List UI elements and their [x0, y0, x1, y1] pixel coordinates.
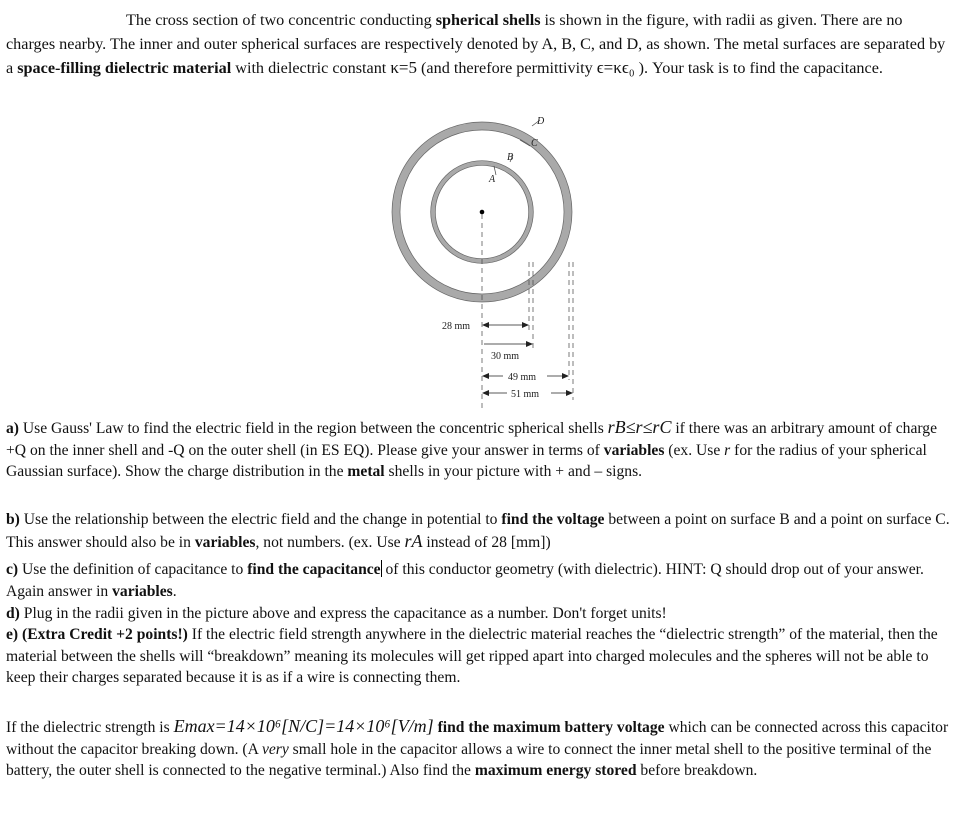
label-c: C	[531, 138, 538, 149]
part-e-extra-credit: (Extra Credit +2 points!)	[18, 626, 188, 643]
part-c-text-1: Use the definition of capacitance to	[18, 561, 248, 578]
label-b: B	[507, 152, 514, 163]
dim-label-rd: 51 mm	[511, 389, 540, 400]
dim-label-ra: 28 mm	[442, 321, 471, 332]
part-c-text-2: of this conductor geometry (with dielectric). HINT: Q should drop out of your answer. Again answer in	[6, 561, 924, 600]
dim-arrowhead-rd	[566, 390, 573, 396]
part-e	[6, 624, 950, 689]
part-b-lead: b)	[6, 511, 20, 528]
intro-text-2: is shown in the figure, with radii as given. There are no charges nearby. The inner and outer spherical surfaces are respectively denoted by A, B, C, and D, as shown. The metal surfaces are separated by a	[6, 11, 946, 77]
part-f-bold-max-voltage: find the maximum battery voltage	[433, 719, 665, 736]
dim-arrowhead-rc	[562, 373, 569, 379]
part-c-bold-variables: variables	[112, 582, 173, 600]
kappa-expression: κ=5	[390, 58, 417, 77]
emax-expression: Emax=14×10⁶[N/C]=14×10⁶[V/m]	[173, 716, 434, 736]
part-a-text-5: shells in your picture with + and – signs.	[384, 463, 643, 480]
label-d: D	[537, 116, 545, 127]
part-f-text-1: If the dielectric strength is	[6, 719, 174, 736]
part-c	[6, 559, 950, 602]
part-a	[6, 417, 950, 483]
intro-text-5: ). Your task is to find the capacitance.	[634, 59, 883, 77]
part-b-text-1: Use the relationship between the electric field and the change in potential to	[19, 511, 502, 528]
part-b-text-4: instead of 28 [mm])	[422, 533, 551, 551]
part-b-bold-find-voltage: find the voltage	[501, 511, 605, 528]
part-f-italic-very: very	[261, 740, 289, 758]
part-a-text-2: if there was an arbitrary amount of charge +Q on the inner shell and -Q on the outer shell (in ES EQ). Please give your answer in terms of	[6, 420, 938, 459]
part-a-text-1: Use Gauss' Law to find the electric field in the region between the concentric spherical shells	[19, 420, 608, 437]
part-b-text-3: , not numbers. (ex. Use	[255, 533, 405, 551]
part-c-text-3: .	[172, 582, 177, 600]
part-a-r-symbol: r	[724, 441, 731, 459]
dim-arrowtail-ra	[482, 322, 489, 328]
part-f-text-3: small hole in the capacitor allows a wire to connect the inner metal shell to the positive terminal of the battery, the outer shell is connected to the negative terminal.) Also find the	[6, 740, 932, 779]
intro-bold-spherical-shells: spherical shells	[435, 11, 541, 29]
intro-bold-dielectric: space-filling dielectric material	[17, 59, 232, 77]
part-e-continued	[6, 716, 950, 782]
part-e-text-1: If the electric field strength anywhere in the dielectric material reaches the “dielectric strength” of the material, then the material between the shells will “breakdown” meaning its molecules will get ripped apart into charged molecules and the spheres will not be able to keep their charges separated because it is as if a wire is connecting them.	[6, 626, 938, 686]
part-d-lead: d)	[6, 605, 20, 622]
part-b-text-2: between a point on surface B and a point on surface C. This answer should also be in	[6, 511, 950, 551]
dim-arrowtail-rd	[482, 390, 489, 396]
center-point	[480, 210, 485, 215]
part-a-lead: a)	[6, 420, 19, 437]
part-f-bold-max-energy: maximum energy stored	[474, 762, 637, 779]
part-f-text-4: before breakdown.	[636, 762, 758, 779]
dim-arrowhead-ra	[522, 322, 529, 328]
part-f-text-2: which can be connected across this capacitor without the capacitor breaking down. (A	[6, 719, 949, 758]
dim-label-rc: 49 mm	[508, 372, 537, 383]
part-e-lead: e)	[6, 626, 19, 643]
part-d	[6, 603, 950, 625]
part-a-bold-variables: variables	[603, 441, 665, 459]
part-b	[6, 509, 950, 553]
permittivity-expression: ϵ=κϵ₀	[596, 58, 635, 77]
intro-text-3: with dielectric constant	[231, 59, 391, 77]
label-a: A	[489, 174, 496, 185]
part-c-lead: c)	[6, 561, 19, 578]
part-a-text-4: for the radius of your spherical Gaussian surface). Show the charge distribution in the	[6, 441, 927, 480]
part-a-bold-metal: metal	[347, 463, 385, 480]
dim-label-rb: 30 mm	[491, 351, 520, 362]
dim-arrowhead-rb	[526, 341, 533, 347]
part-a-text-3: (ex. Use	[664, 441, 725, 459]
part-d-text-1: Plug in the radii given in the picture above and express the capacitance as a number. Don't forget units!	[19, 605, 667, 622]
dim-arrowtail-rc	[482, 373, 489, 379]
part-b-ra-symbol: rA	[404, 530, 423, 551]
intro-text-4: (and therefore permittivity	[416, 59, 597, 77]
intro-text-1: The cross section of two concentric conducting	[126, 11, 436, 29]
part-a-condition: rB≤r≤rC	[607, 417, 672, 437]
part-b-bold-variables: variables	[194, 533, 256, 551]
part-c-bold-find-capacitance: find the capacitance	[247, 561, 381, 578]
